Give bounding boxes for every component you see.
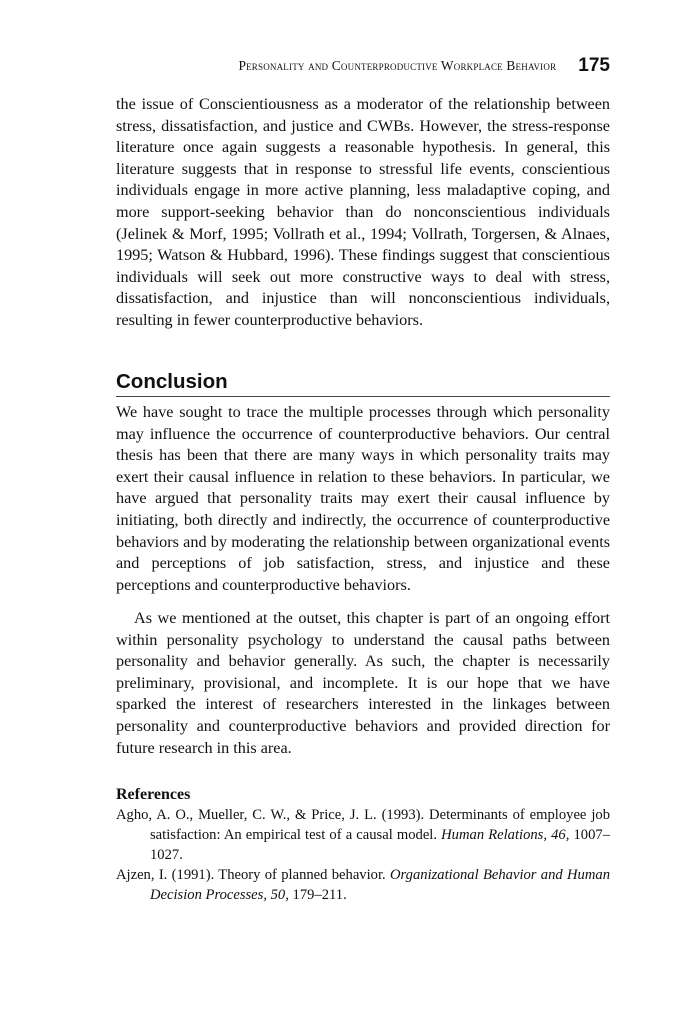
reference-item-ajzen [116,865,610,905]
running-title: Personality and Counterproductive Workplace Behavior [238,58,557,73]
section-heading-conclusion: Conclusion [116,369,610,397]
reference-pages: 179–211. [292,887,347,903]
reference-journal: Human Relations, 46, [441,827,570,843]
reference-authors: Ajzen, I. (1991). Theory of planned behavior. [116,867,386,883]
body-paragraph-1: the issue of Conscientiousness as a moderator of the relationship between stress, dissatisfaction, and justice and CWBs. However, the stress-response literature once again suggests a reasonable hypothesis. In general, this literature suggests that in response to stressful life events, conscientious individuals engage in more active planning, less maladaptive coping, and more support-seeking behavior than do nonconscientious individuals (Jelinek & Morf, 1995; Vollrath et al., 1994; Vollrath, Torgersen, & Alnaes, 1995; Watson & Hubbard, 1996). These findings suggest that conscientious individuals will seek out more constructive ways to deal with stress, dissatisfaction, and injustice than will nonconscientious individuals, resulting in fewer counterproductive behaviors. [116,95,610,329]
reference-pages: 1007–1027. [150,827,610,863]
references-heading: References [116,786,191,803]
conclusion-paragraph-2: As we mentioned at the outset, this chapter is part of an ongoing effort within personality psychology to understand the causal paths between personality and behavior generally. As such, the chapter is necessarily preliminary, provisional, and incomplete. It is our hope that we have sparked the interest of researchers interested in the linkages between personality and counterproductive behaviors and provided direction for future research in this area. [116,609,610,757]
reference-authors: Agho, A. O., Mueller, C. W., & Price, J. L. (1993). Determinants of employee job satisfaction: An empirical test of a causal model. [116,807,610,843]
reference-journal: Organizational Behavior and Human Decision Processes, 50, [150,867,610,903]
running-header [116,53,610,79]
conclusion-paragraph-1: We have sought to trace the multiple processes through which personality may influence the occurrence of counterproductive behaviors. Our central thesis has been that there are many ways in which personality traits may exert their causal influence in relation to these behaviors. In particular, we have argued that personality traits may exert their causal influence by initiating, both directly and indirectly, the occurrence of counterproductive behaviors and by moderating the relationship between organizational events and perceptions of job satisfaction, stress, and injustice and these perceptions and counterproductive behaviors. [116,403,610,594]
reference-item-agho [116,805,610,865]
page-number: 175 [578,55,610,76]
